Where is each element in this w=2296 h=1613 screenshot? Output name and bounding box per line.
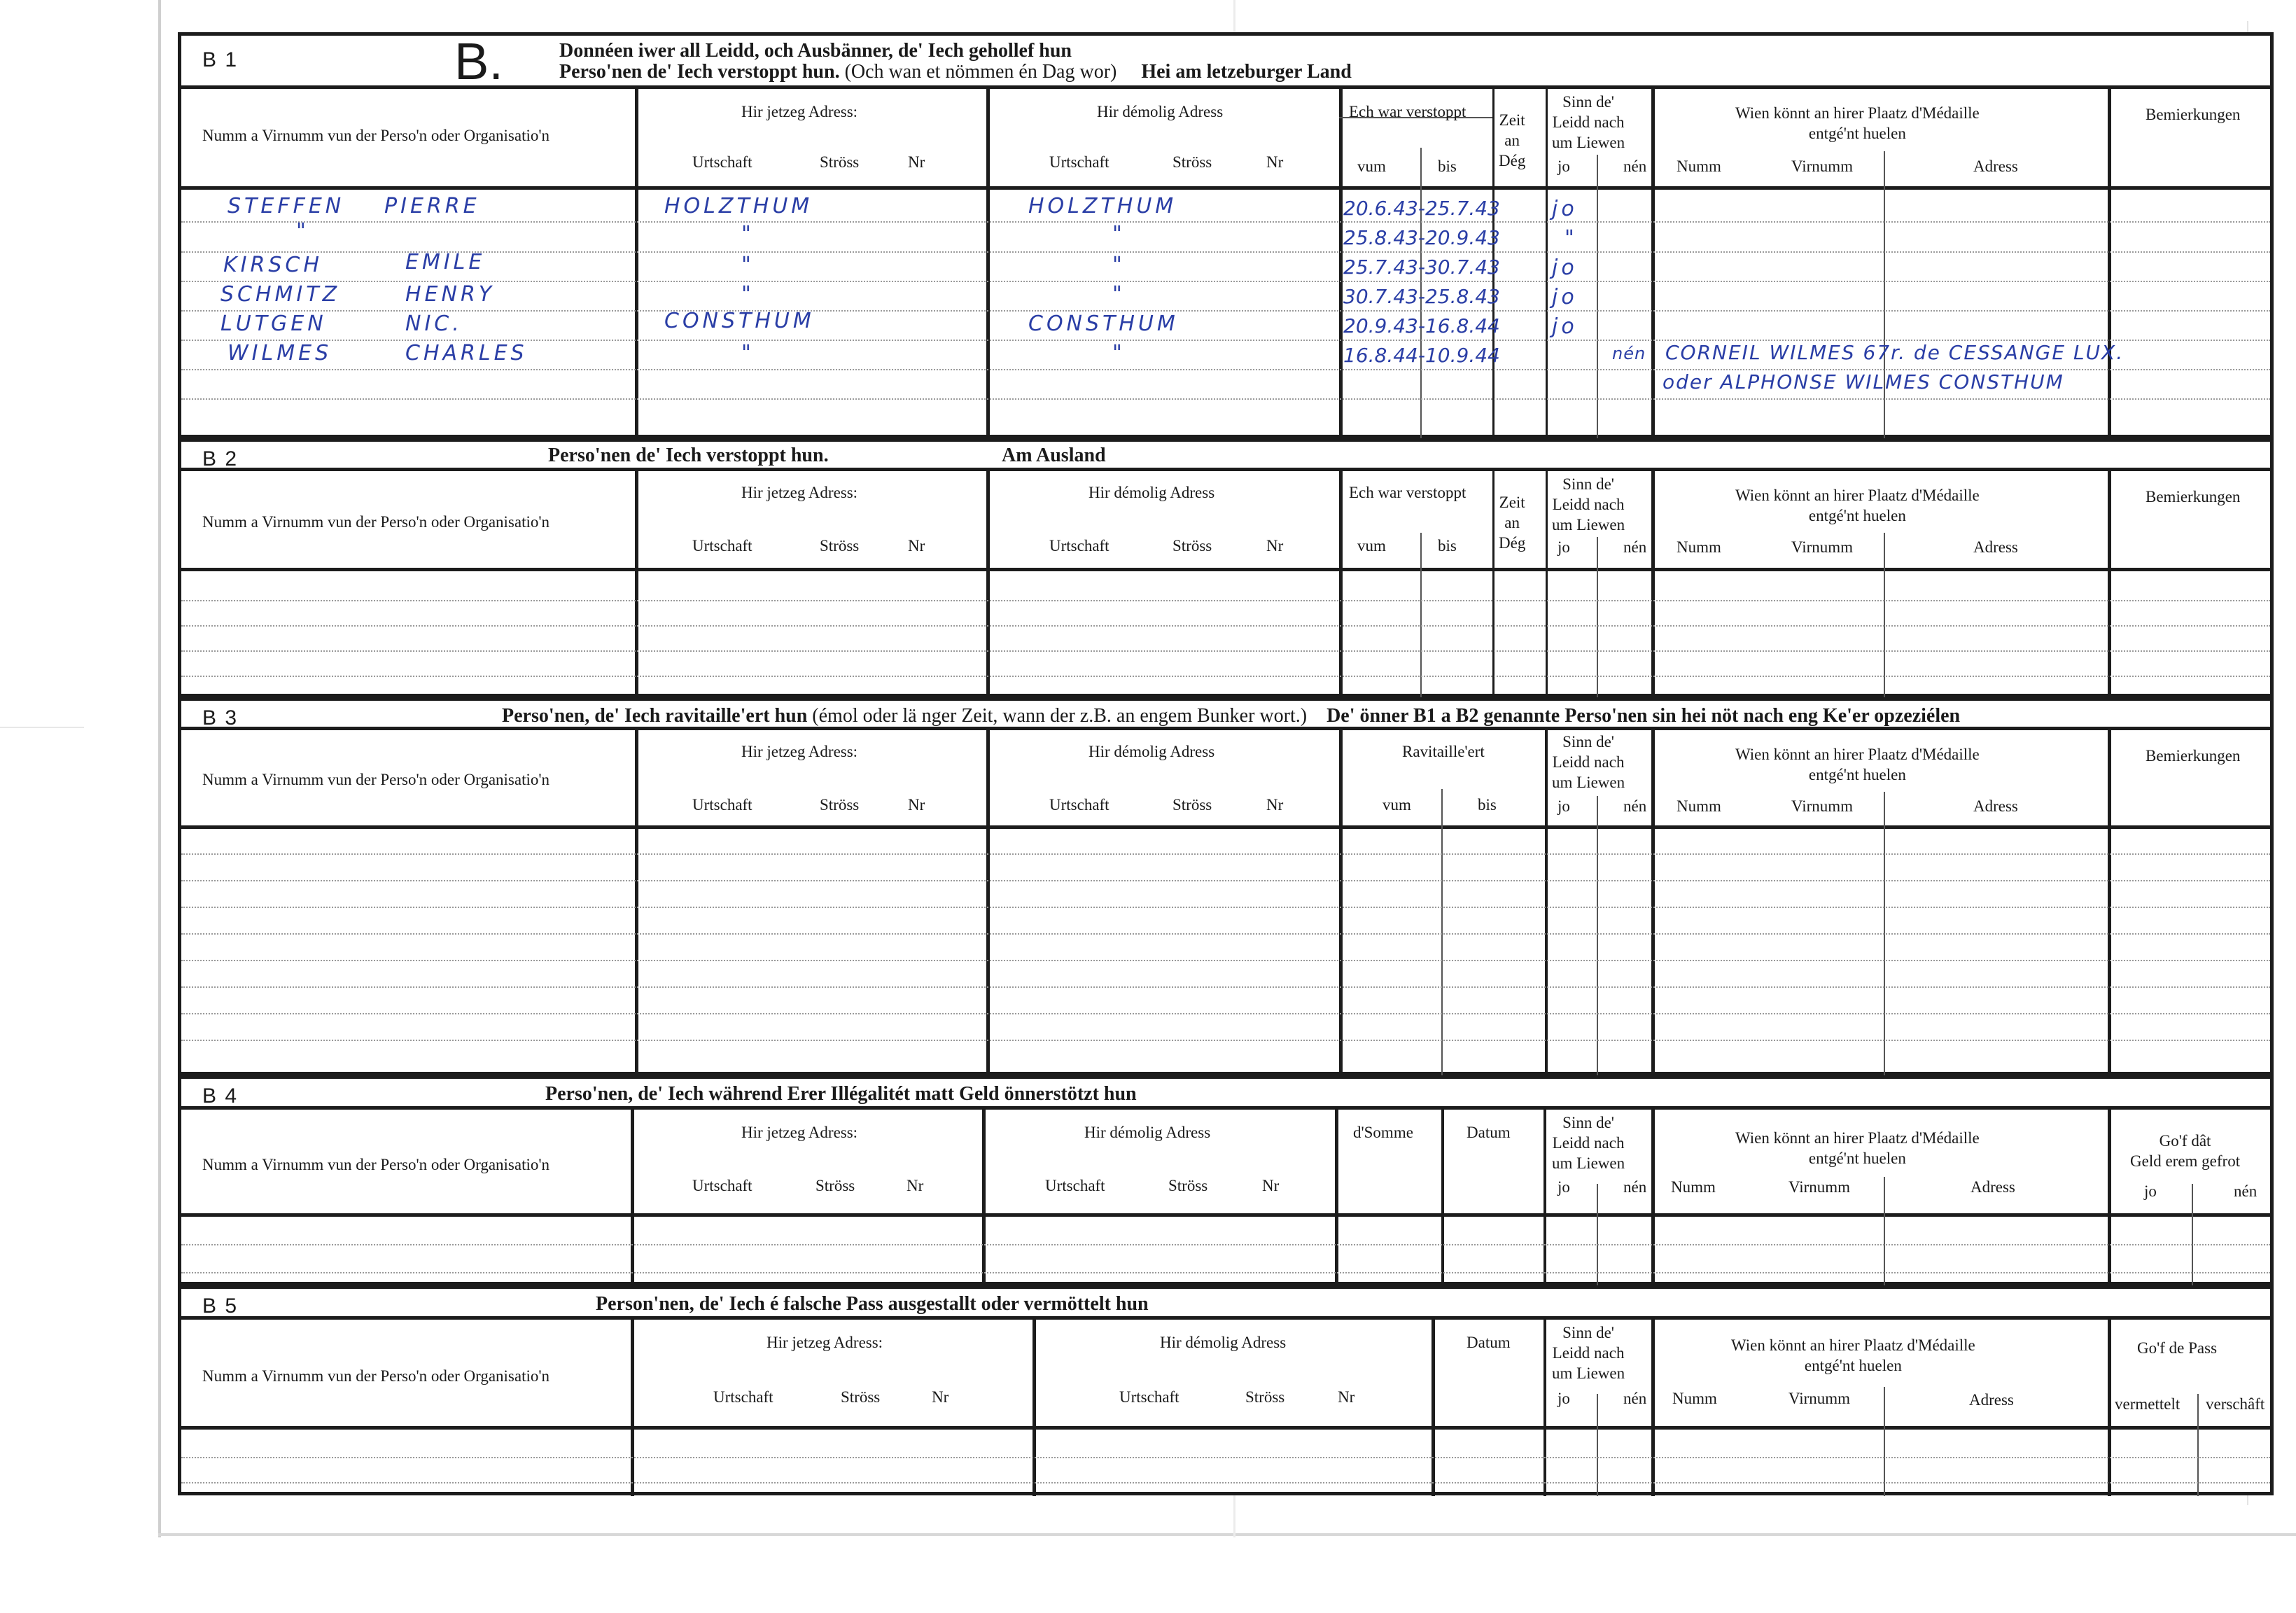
col-divider	[986, 730, 990, 1076]
header-no: nén	[1623, 1390, 1647, 1407]
header-word: um Liewen	[1552, 516, 1625, 533]
row-line	[181, 933, 2270, 935]
header-medal	[1731, 1335, 1975, 1376]
header-place: Urtschaft	[692, 796, 752, 814]
header-bottom-rule	[181, 186, 2270, 190]
header-former-address: Hir démolig Adress	[1160, 1334, 1287, 1351]
header-date: Datum	[1466, 1334, 1511, 1351]
header-word: entgé'nt huelen	[1808, 1150, 1906, 1167]
header-pass: Go'f de Pass	[2137, 1339, 2218, 1357]
header-word: Leidd nach	[1552, 1344, 1625, 1362]
header-word: an	[1504, 514, 1520, 531]
header-word: Dég	[1499, 534, 1526, 552]
entry-first-name: PIERRE	[384, 194, 480, 218]
header-nr: Nr	[908, 153, 925, 171]
header-yes: jo	[1558, 797, 1570, 815]
section-title-line1: Donnéen iwer all Leidd, och Ausbänner, de' Iech gehollef hun	[559, 40, 1072, 62]
header-word: entgé'nt huelen	[1804, 1357, 1902, 1374]
title-place: Hei am letzeburger Land	[1141, 61, 1352, 83]
sub-divider	[1441, 789, 1443, 1076]
header-medal	[1735, 1128, 1980, 1168]
header-bottom-rule	[181, 825, 2270, 829]
entry-medal-recipient: oder ALPHONSE WILMES CONSTHUM	[1662, 370, 2064, 393]
col-divider	[1544, 1320, 1546, 1496]
header-no: nén	[1623, 158, 1647, 175]
header-street: Ströss	[1172, 153, 1212, 171]
col-divider	[986, 471, 990, 698]
header-medal-address: Adress	[1973, 797, 2018, 815]
entry-last-name: WILMES	[227, 341, 332, 365]
header-place: Urtschaft	[1119, 1388, 1180, 1406]
header-nr: Nr	[1266, 153, 1284, 171]
col-divider	[2108, 730, 2111, 1076]
sheet-bottom-edge	[158, 1533, 2296, 1536]
section-b1	[178, 32, 2274, 438]
header-alive	[1552, 92, 1625, 153]
col-divider	[1545, 730, 1548, 1076]
header-name: Numm a Virnumm vun der Perso'n oder Organisatio'n	[202, 1156, 550, 1173]
entry-current-place: CONSTHUM	[664, 309, 815, 333]
section-code: B 2	[202, 447, 239, 470]
entry-current-place: "	[741, 341, 755, 365]
header-former-address: Hir démolig Adress	[1088, 484, 1215, 501]
col-divider	[2108, 89, 2111, 439]
sub-divider	[1597, 155, 1598, 439]
header-from: vum	[1357, 537, 1386, 554]
header-place: Urtschaft	[713, 1388, 774, 1406]
header-yes: jo	[1558, 1390, 1570, 1407]
section-code: B 1	[202, 48, 239, 71]
col-divider	[1651, 1110, 1655, 1286]
col-divider	[2108, 471, 2111, 698]
header-name: Numm a Virnumm vun der Perso'n oder Organisatio'n	[202, 513, 550, 531]
header-word: entgé'nt huelen	[1808, 766, 1906, 783]
sub-divider	[1884, 151, 1885, 439]
entry-alive-no: nén	[1612, 344, 1646, 363]
header-word: Leidd nach	[1552, 496, 1625, 513]
section-b5	[178, 1285, 2274, 1495]
col-divider	[635, 730, 638, 1076]
header-place: Urtschaft	[692, 1177, 752, 1194]
row-line	[181, 853, 2270, 855]
header-word: Sinn de'	[1562, 475, 1614, 493]
col-divider	[982, 1110, 986, 1286]
header-street: Ströss	[820, 537, 860, 554]
entry-first-name: HENRY	[405, 282, 496, 307]
header-from: vum	[1382, 796, 1411, 814]
header-medal-name: Numm	[1671, 1178, 1716, 1196]
section-letter: B.	[454, 32, 503, 90]
header-yes: jo	[1558, 538, 1570, 556]
header-former-address: Hir démolig Adress	[1084, 1124, 1211, 1141]
header-street: Ströss	[1168, 1177, 1208, 1194]
title-note: De' önner B1 a B2 genannte Perso'nen sin hei nöt nach eng Ke'er opzeziélen	[1326, 705, 1961, 727]
header-no: nén	[1623, 538, 1647, 556]
header-no: nén	[2234, 1182, 2258, 1200]
header-time-days	[1499, 110, 1525, 171]
entry-current-place: "	[741, 253, 755, 277]
col-divider	[1546, 471, 1548, 698]
header-alive	[1552, 732, 1625, 792]
entry-former-place: "	[1112, 282, 1126, 307]
header-time-days	[1499, 492, 1525, 553]
header-no: nén	[1623, 1178, 1647, 1196]
section-title: Person'nen, de' Iech é falsche Pass ausgestallt oder vermöttelt hun	[596, 1293, 1149, 1315]
header-place: Urtschaft	[1049, 537, 1110, 554]
header-word: Leidd nach	[1552, 1134, 1625, 1152]
header-word: entgé'nt huelen	[1808, 125, 1906, 142]
col-divider	[1339, 89, 1343, 439]
header-street: Ströss	[816, 1177, 855, 1194]
header-word: um Liewen	[1552, 1364, 1625, 1382]
header-word: entgé'nt huelen	[1808, 507, 1906, 524]
title-text: Perso'nen de' Iech verstoppt hun.	[559, 61, 840, 83]
row-line	[181, 625, 2270, 627]
row-line	[181, 221, 2270, 223]
entry-former-place: "	[1112, 222, 1126, 246]
header-place: Urtschaft	[692, 537, 752, 554]
sub-divider	[1597, 1184, 1598, 1286]
header-word: Wien könnt an hirer Plaatz d'Médaille	[1731, 1336, 1975, 1354]
row-line	[181, 1457, 2270, 1458]
header-pass-made: verschâft	[2206, 1395, 2265, 1413]
entry-last-name: STEFFEN	[227, 194, 345, 218]
sub-divider	[1597, 1394, 1598, 1496]
entry-alive-yes: jo	[1552, 285, 1578, 309]
row-line	[181, 1244, 2270, 1245]
header-yes: jo	[1558, 158, 1570, 175]
col-divider	[1335, 1110, 1338, 1286]
header-medal-name: Numm	[1676, 797, 1721, 815]
entry-dates: 30.7.43-25.8.43	[1343, 285, 1500, 308]
header-street: Ströss	[820, 796, 860, 814]
header-nr: Nr	[906, 1177, 924, 1194]
header-name: Numm a Virnumm vun der Perso'n oder Organisatio'n	[202, 771, 550, 788]
header-medal-first: Virnumm	[1788, 1178, 1851, 1196]
header-place: Urtschaft	[1049, 796, 1110, 814]
header-medal-name: Numm	[1676, 158, 1721, 175]
header-money-back	[2130, 1131, 2240, 1171]
col-divider	[635, 89, 638, 439]
header-to: bis	[1478, 796, 1497, 814]
section-b3	[178, 697, 2274, 1075]
header-word: um Liewen	[1552, 774, 1625, 791]
header-medal-address: Adress	[1973, 158, 2018, 175]
header-medal-first: Virnumm	[1791, 538, 1854, 556]
header-street: Ströss	[1245, 1388, 1285, 1406]
header-nr: Nr	[1266, 796, 1284, 814]
entry-former-place: CONSTHUM	[1028, 312, 1179, 336]
row-line	[181, 907, 2270, 908]
header-word: um Liewen	[1552, 1154, 1625, 1172]
title-paren: (Och wan et nömmen én Dag wor)	[844, 61, 1117, 83]
header-alive	[1552, 474, 1625, 535]
entry-former-place: HOLZTHUM	[1028, 194, 1177, 218]
sub-divider	[1884, 1387, 1885, 1496]
section-b4	[178, 1075, 2274, 1285]
header-name: Numm a Virnumm vun der Perso'n oder Organisatio'n	[202, 1367, 550, 1385]
header-word: Sinn de'	[1562, 1114, 1614, 1131]
header-current-address: Hir jetzeg Adress:	[741, 103, 858, 120]
row-line	[181, 1013, 2270, 1014]
header-nr: Nr	[908, 537, 925, 554]
header-word: Leidd nach	[1552, 113, 1625, 131]
row-line	[181, 880, 2270, 881]
entry-current-place: "	[741, 282, 755, 307]
header-word: Dég	[1499, 152, 1526, 169]
section-code: B 5	[202, 1294, 239, 1318]
row-line	[181, 310, 2270, 312]
header-bottom-rule	[181, 568, 2270, 571]
header-bottom-rule	[181, 1213, 2270, 1217]
col-divider	[1651, 730, 1655, 1076]
header-medal-address: Adress	[1969, 1391, 2014, 1409]
header-word: Wien könnt an hirer Plaatz d'Médaille	[1735, 1129, 1980, 1147]
section-b2-titlebar	[181, 442, 2270, 471]
entry-former-place: "	[1112, 341, 1126, 365]
entry-first-name: EMILE	[405, 250, 486, 274]
header-yes: jo	[1558, 1178, 1570, 1196]
header-nr: Nr	[908, 796, 925, 814]
row-line	[181, 1482, 2270, 1483]
header-remarks: Bemierkungen	[2146, 488, 2241, 505]
sub-divider	[2192, 1184, 2193, 1286]
col-divider	[635, 471, 638, 698]
entry-last-name: KIRSCH	[223, 253, 323, 277]
header-no: nén	[1623, 797, 1647, 815]
header-alive	[1552, 1112, 1625, 1173]
header-date: Datum	[1466, 1124, 1511, 1141]
entry-dates: 25.7.43-30.7.43	[1343, 256, 1500, 279]
row-line	[181, 600, 2270, 601]
header-medal	[1735, 103, 1980, 144]
col-divider	[1492, 471, 1494, 698]
header-word: Sinn de'	[1562, 733, 1614, 750]
header-remarks: Bemierkungen	[2146, 747, 2241, 764]
sub-divider	[1884, 1177, 1885, 1286]
col-divider	[2108, 1110, 2111, 1286]
entry-alive-yes: "	[1564, 226, 1578, 251]
bleed-line	[0, 727, 84, 728]
sub-divider	[1597, 796, 1598, 1076]
title-paren: (émol oder lä nger Zeit, wann der z.B. an engem Bunker wort.)	[812, 705, 1308, 727]
header-former-address: Hir démolig Adress	[1097, 103, 1224, 120]
header-medal	[1735, 744, 1980, 785]
col-divider	[1432, 1320, 1435, 1496]
entry-first-name: NIC.	[405, 312, 463, 336]
row-line	[181, 676, 2270, 677]
header-supplied: Ravitaille'ert	[1402, 743, 1485, 760]
entry-current-place: HOLZTHUM	[664, 194, 813, 218]
sub-divider	[1420, 533, 1422, 698]
col-divider	[1546, 89, 1548, 439]
section-b4-titlebar	[181, 1079, 2270, 1110]
section-title-line2	[559, 61, 1352, 83]
sheet-left-edge	[158, 0, 161, 1537]
sub-divider	[2197, 1394, 2199, 1496]
header-hidden: Ech war verstoppt	[1349, 103, 1466, 120]
header-word: Wien könnt an hirer Plaatz d'Médaille	[1735, 746, 1980, 763]
header-hidden: Ech war verstoppt	[1349, 484, 1466, 501]
header-word: Leidd nach	[1552, 753, 1625, 771]
header-word: Wien könnt an hirer Plaatz d'Médaille	[1735, 104, 1980, 122]
header-current-address: Hir jetzeg Adress:	[741, 1124, 858, 1141]
col-divider	[631, 1320, 634, 1496]
col-divider	[1651, 89, 1655, 439]
col-divider	[631, 1110, 634, 1286]
header-to: bis	[1438, 537, 1457, 554]
header-street: Ströss	[1172, 796, 1212, 814]
entry-last-name: LUTGEN	[220, 312, 327, 336]
title-text: Perso'nen, de' Iech ravitaille'ert hun	[502, 705, 808, 727]
header-medal-first: Virnumm	[1788, 1390, 1851, 1407]
header-pass-issued: vermettelt	[2115, 1395, 2180, 1413]
entry-alive-yes: jo	[1552, 197, 1578, 221]
header-nr: Nr	[1262, 1177, 1280, 1194]
header-name: Numm a Virnumm vun der Perso'n oder Organisatio'n	[202, 127, 550, 144]
header-to: bis	[1438, 158, 1457, 175]
header-word: Sinn de'	[1562, 1324, 1614, 1341]
row-line	[181, 398, 2270, 400]
entry-alive-yes: jo	[1552, 314, 1578, 339]
col-divider	[1032, 1320, 1036, 1496]
row-line	[181, 1040, 2270, 1041]
header-word: Go'f dât	[2159, 1132, 2211, 1150]
col-divider	[1339, 730, 1343, 1076]
section-title	[502, 705, 1960, 727]
row-line	[181, 960, 2270, 961]
col-divider	[1339, 471, 1343, 698]
header-word: Zeit	[1499, 111, 1525, 129]
header-word: Zeit	[1499, 494, 1525, 511]
header-former-address: Hir démolig Adress	[1088, 743, 1215, 760]
header-medal-first: Virnumm	[1791, 158, 1854, 175]
header-nr: Nr	[1266, 537, 1284, 554]
header-medal-name: Numm	[1676, 538, 1721, 556]
entry-dates: 20.9.43-16.8.44	[1343, 314, 1500, 337]
row-line	[181, 986, 2270, 988]
sub-divider	[1884, 533, 1885, 698]
header-word: Geld erem gefrot	[2130, 1152, 2241, 1170]
row-line	[181, 251, 2270, 253]
entry-dates: 25.8.43-20.9.43	[1343, 226, 1500, 249]
header-place: Urtschaft	[1045, 1177, 1105, 1194]
entry-last-name: "	[296, 219, 309, 244]
header-street: Ströss	[1172, 537, 1212, 554]
col-divider	[986, 89, 990, 439]
header-medal	[1735, 485, 1980, 526]
header-word: um Liewen	[1552, 134, 1625, 151]
header-medal-address: Adress	[1973, 538, 2018, 556]
section-title-place: Am Ausland	[1002, 445, 1106, 466]
entry-dates: 20.6.43-25.7.43	[1343, 197, 1500, 220]
col-divider	[1651, 471, 1655, 698]
header-current-address: Hir jetzeg Adress:	[741, 484, 858, 501]
entry-first-name: CHARLES	[405, 341, 528, 365]
header-nr: Nr	[1338, 1388, 1355, 1406]
header-medal-first: Virnumm	[1791, 797, 1854, 815]
header-current-address: Hir jetzeg Adress:	[741, 743, 858, 760]
entry-former-place: "	[1112, 253, 1126, 277]
header-bottom-rule	[181, 1426, 2270, 1430]
col-divider	[1441, 1110, 1444, 1286]
header-medal-name: Numm	[1672, 1390, 1717, 1407]
entry-dates: 16.8.44-10.9.44	[1343, 344, 1500, 367]
header-place: Urtschaft	[692, 153, 752, 171]
section-b3-titlebar	[181, 701, 2270, 730]
header-place: Urtschaft	[1049, 153, 1110, 171]
header-sum: d'Somme	[1353, 1124, 1413, 1141]
section-title: Perso'nen de' Iech verstoppt hun.	[548, 445, 829, 466]
entry-last-name: SCHMITZ	[220, 282, 341, 307]
sub-divider	[1597, 537, 1598, 698]
section-title: Perso'nen, de' Iech während Erer Illégalitét matt Geld önnerstötzt hun	[545, 1083, 1137, 1105]
col-divider	[2108, 1320, 2111, 1496]
header-street: Ströss	[820, 153, 860, 171]
header-from: vum	[1357, 158, 1386, 175]
section-code: B 4	[202, 1084, 239, 1108]
header-alive	[1552, 1322, 1625, 1383]
section-code: B 3	[202, 706, 239, 729]
header-yes: jo	[2144, 1182, 2157, 1200]
section-b5-titlebar	[181, 1289, 2270, 1320]
header-word: Wien könnt an hirer Plaatz d'Médaille	[1735, 487, 1980, 504]
header-medal-address: Adress	[1970, 1178, 2015, 1196]
header-street: Ströss	[841, 1388, 881, 1406]
col-divider	[1544, 1110, 1546, 1286]
header-remarks: Bemierkungen	[2146, 106, 2241, 123]
header-word: Sinn de'	[1562, 93, 1614, 111]
entry-alive-yes: jo	[1552, 256, 1578, 280]
header-nr: Nr	[932, 1388, 949, 1406]
header-current-address: Hir jetzeg Adress:	[766, 1334, 883, 1351]
row-line	[181, 1272, 2270, 1273]
col-divider	[1651, 1320, 1655, 1496]
section-b1-titlebar	[181, 32, 2270, 90]
entry-current-place: "	[741, 222, 755, 246]
section-b2	[178, 438, 2274, 697]
row-line	[181, 650, 2270, 652]
header-word: an	[1504, 132, 1520, 149]
entry-medal-recipient: CORNEIL WILMES 67r. de CESSANGE LUX.	[1665, 341, 2124, 364]
